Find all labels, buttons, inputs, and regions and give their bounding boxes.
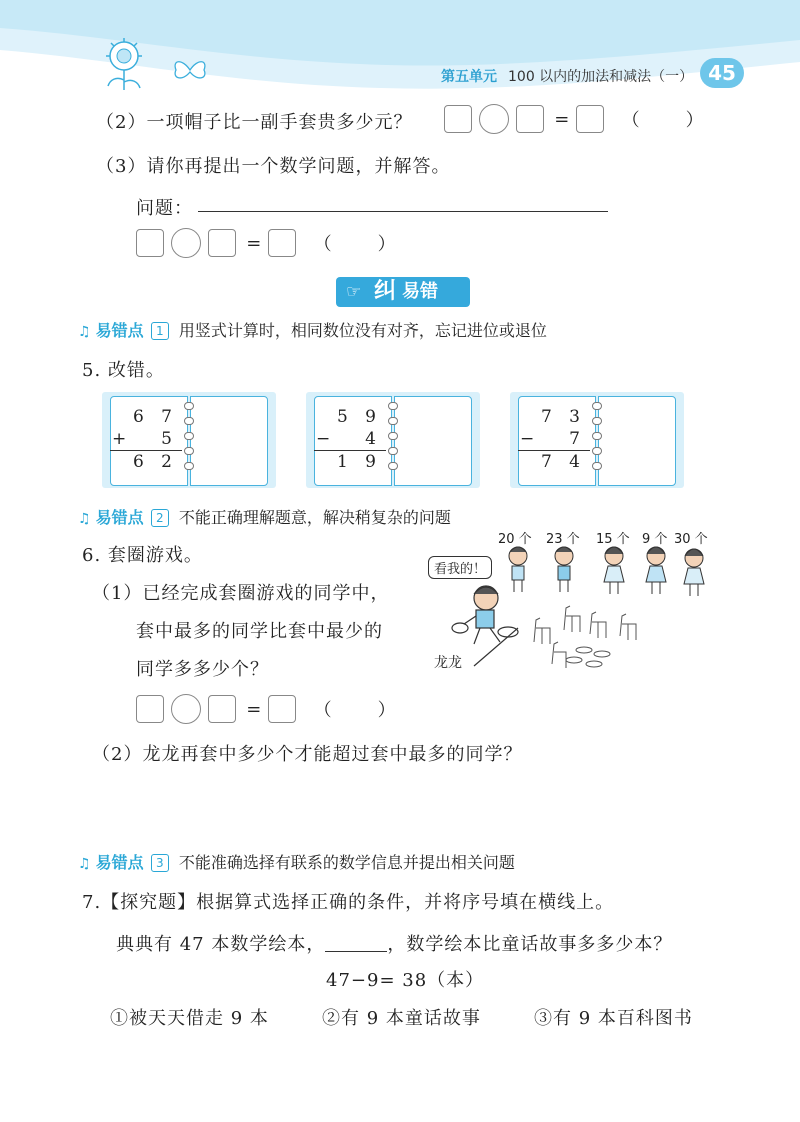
answer-box[interactable] bbox=[208, 695, 236, 723]
q4-part2-equation bbox=[444, 104, 706, 134]
count-label-4: 9 个 bbox=[642, 532, 668, 547]
equals-sign: = bbox=[246, 698, 262, 720]
calc-operator: − bbox=[316, 429, 337, 449]
toss-targets bbox=[534, 606, 636, 668]
answer-box[interactable] bbox=[136, 695, 164, 723]
answer-box[interactable] bbox=[444, 105, 472, 133]
banner-label: 易错 bbox=[402, 281, 438, 302]
pointing-hand-icon: ☞ bbox=[346, 282, 362, 302]
equals-sign: = bbox=[246, 232, 262, 254]
q6-title: 6. 套圈游戏。 bbox=[82, 545, 203, 566]
unit-parentheses[interactable]: （ ） bbox=[313, 234, 396, 255]
butterfly-icon bbox=[170, 56, 210, 84]
kid-figure bbox=[509, 547, 527, 592]
notebook-1 bbox=[110, 392, 270, 488]
calc-top-number: 5 9 bbox=[336, 407, 382, 427]
q6-part1-line3: 同学多多少个？ bbox=[136, 659, 269, 680]
bell-icon: ♫ bbox=[78, 856, 91, 872]
q4-part2-text: （2）一项帽子比一副手套贵多少元？ bbox=[96, 112, 413, 133]
calc-result: 1 9 bbox=[336, 452, 382, 472]
q7-sentence bbox=[116, 930, 672, 956]
longlong-figure bbox=[452, 586, 518, 666]
bell-icon: ♫ bbox=[78, 511, 91, 527]
answer-box[interactable] bbox=[516, 105, 544, 133]
equals-sign: = bbox=[554, 108, 570, 130]
q6-part1-equation bbox=[136, 694, 398, 724]
tip-label: 易错点 bbox=[95, 321, 144, 340]
kid-figure bbox=[684, 549, 704, 596]
q4-part3-equation bbox=[136, 228, 398, 258]
question-answer-line[interactable] bbox=[198, 211, 608, 212]
kid-figure bbox=[646, 547, 666, 594]
ring-toss-illustration bbox=[424, 524, 724, 684]
kid-figure bbox=[604, 547, 624, 594]
tip-text: 用竖式计算时，相同数位没有对齐，忘记进位或退位 bbox=[178, 321, 547, 340]
operator-circle[interactable] bbox=[171, 694, 201, 724]
operator-circle[interactable] bbox=[171, 228, 201, 258]
tip-label: 易错点 bbox=[95, 508, 144, 527]
calc-top-number: 6 7 bbox=[132, 407, 178, 427]
bell-icon: ♫ bbox=[78, 324, 91, 340]
count-label-1: 20 个 bbox=[498, 532, 532, 547]
q7-title: 7.【探究题】根据算式选择正确的条件，并将序号填在横线上。 bbox=[82, 892, 615, 913]
tip-3 bbox=[78, 850, 515, 873]
q5-title: 5. 改错。 bbox=[82, 360, 165, 381]
tip-text: 不能正确理解题意，解决稍复杂的问题 bbox=[178, 508, 451, 527]
q6-part2-text: （2）龙龙再套中多少个才能超过套中最多的同学？ bbox=[92, 744, 523, 765]
calc-top-number: 7 3 bbox=[540, 407, 586, 427]
tip-number: 1 bbox=[151, 322, 169, 340]
notebook-2 bbox=[314, 392, 474, 488]
sentence-start: 典典有 47 本数学绘本， bbox=[116, 934, 326, 955]
count-label-3: 15 个 bbox=[596, 532, 630, 547]
calc-operator: + bbox=[112, 429, 133, 449]
chapter-title: 100 以内的加法和减法（一） bbox=[508, 69, 694, 85]
answer-box[interactable] bbox=[268, 229, 296, 257]
kids-drawing bbox=[424, 524, 724, 684]
tip-2 bbox=[78, 505, 451, 528]
calc-second-number: 5 bbox=[161, 429, 178, 449]
question-label: 问题： bbox=[136, 198, 193, 219]
answer-box[interactable] bbox=[268, 695, 296, 723]
calc-result: 6 2 bbox=[132, 452, 178, 472]
banner-char-jiu: 纠 bbox=[374, 279, 397, 304]
speech-bubble: 看我的！ bbox=[428, 556, 492, 579]
q7-option-3: ③有 9 本百科图书 bbox=[534, 1008, 693, 1029]
calc-second-number: 7 bbox=[569, 429, 586, 449]
count-label-5: 30 个 bbox=[674, 532, 708, 547]
notebook-3 bbox=[518, 392, 678, 488]
answer-box[interactable] bbox=[208, 229, 236, 257]
calc-second-number: 4 bbox=[365, 429, 382, 449]
answer-box[interactable] bbox=[576, 105, 604, 133]
tip-number: 2 bbox=[151, 509, 169, 527]
q7-option-1: ①被天天借走 9 本 bbox=[110, 1008, 269, 1029]
kid-name-label: 龙龙 bbox=[434, 655, 462, 671]
q7-option-2: ②有 9 本童话故事 bbox=[322, 1008, 481, 1029]
answer-box[interactable] bbox=[136, 229, 164, 257]
q6-part1-line2: 套中最多的同学比套中最少的 bbox=[136, 621, 383, 642]
unit-parentheses[interactable]: （ ） bbox=[313, 700, 396, 721]
tip-1 bbox=[78, 318, 547, 341]
q7-formula: 47−9= 38（本） bbox=[326, 970, 485, 991]
operator-circle[interactable] bbox=[479, 104, 509, 134]
sentence-end: ，数学绘本比童话故事多多少本？ bbox=[387, 934, 673, 955]
q4-part3-text: （3）请你再提出一个数学问题，并解答。 bbox=[96, 156, 451, 177]
answer-blank[interactable] bbox=[325, 933, 387, 952]
flower-icon bbox=[96, 36, 152, 92]
tip-label: 易错点 bbox=[95, 853, 144, 872]
unit-title: 第五单元 bbox=[441, 69, 497, 85]
calc-result: 7 4 bbox=[540, 452, 586, 472]
kid-figure bbox=[555, 547, 573, 592]
count-label-2: 23 个 bbox=[546, 532, 580, 547]
error-correction-banner bbox=[336, 277, 470, 307]
calc-operator: − bbox=[520, 429, 541, 449]
unit-parentheses[interactable]: （ ） bbox=[621, 110, 704, 131]
tip-text: 不能准确选择有联系的数学信息并提出相关问题 bbox=[178, 853, 515, 872]
page-number: 45 bbox=[700, 58, 744, 88]
q6-part1-line1: （1）已经完成套圈游戏的同学中， bbox=[92, 583, 390, 604]
tip-number: 3 bbox=[151, 854, 169, 872]
